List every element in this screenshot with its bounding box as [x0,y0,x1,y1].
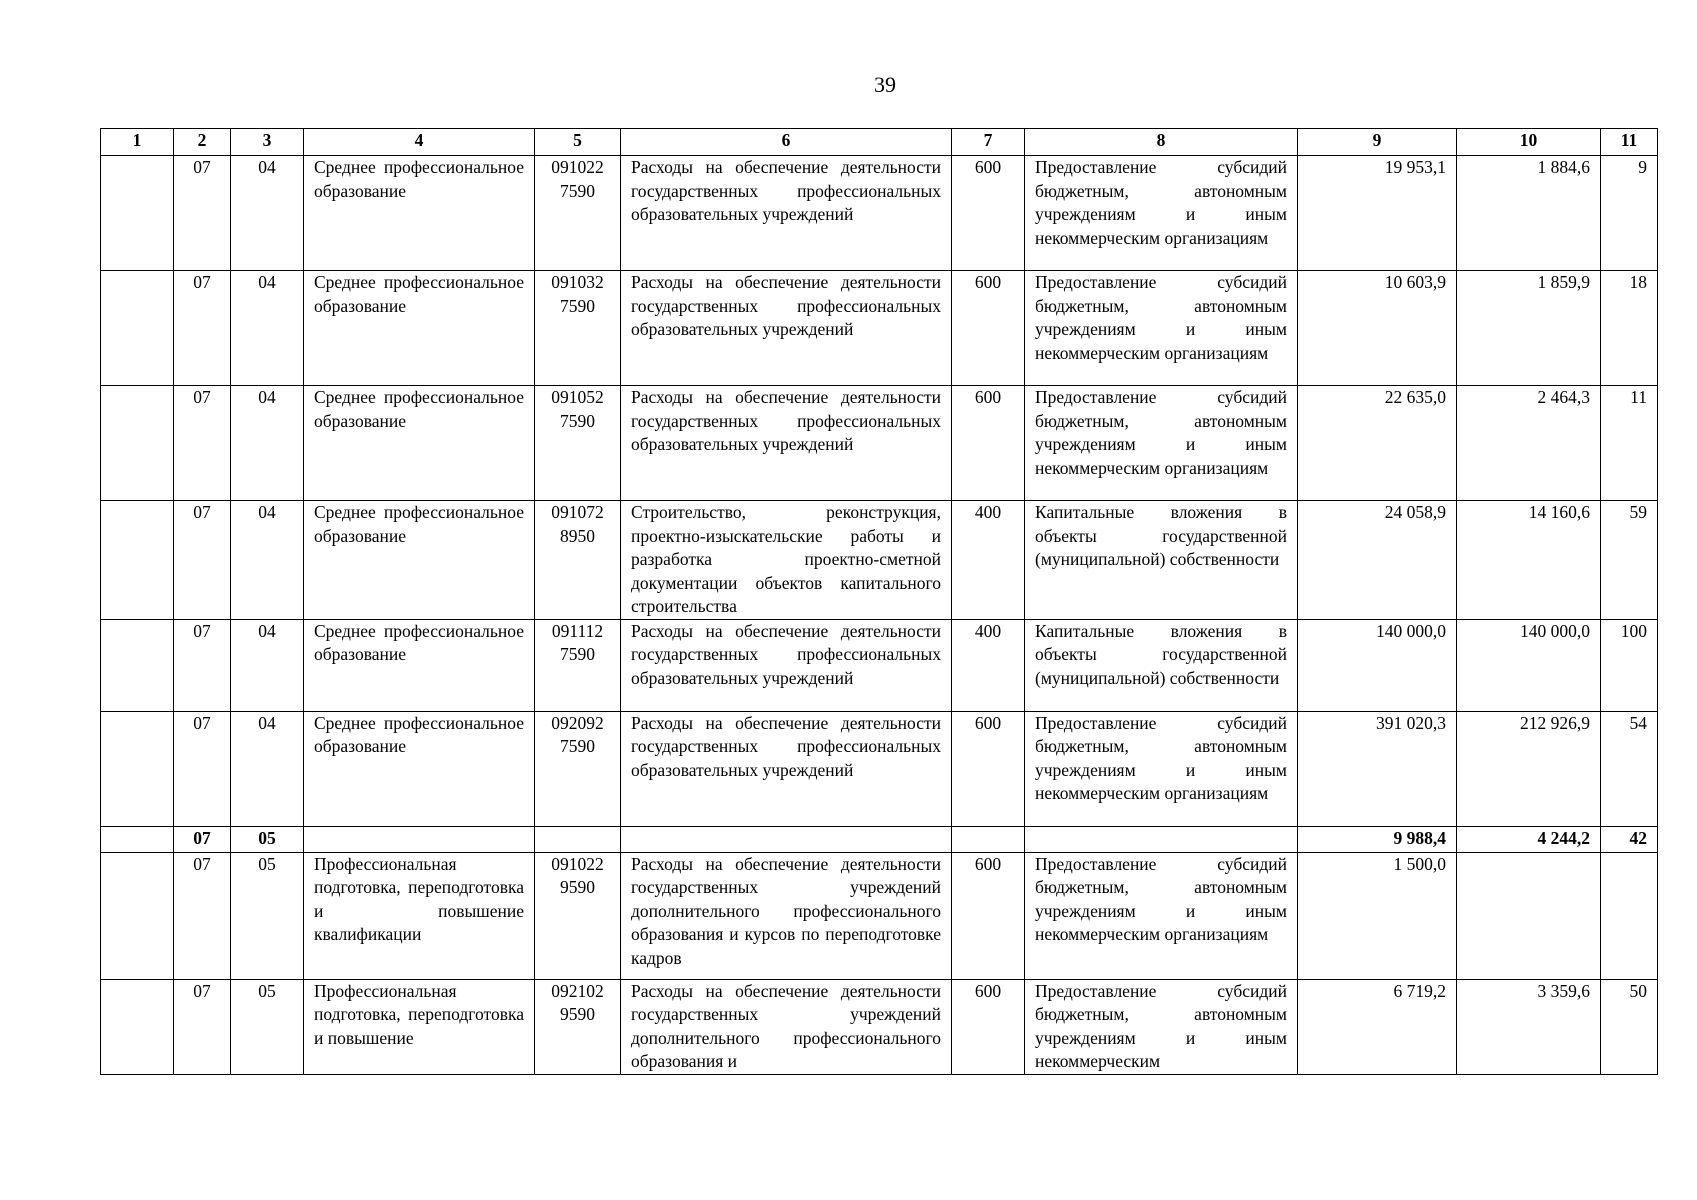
cell-subsection: 04 [231,619,304,711]
cell-subsection: 04 [231,386,304,501]
column-header: 3 [231,129,304,156]
cell-expense-type-name: Предоставление субсидий бюджетным, автономным учреждениям и иным некоммерческим организациям [1025,271,1298,386]
cell-target-name: Расходы на обеспечение деятельности государственных профессиональных образовательных учреждений [621,156,952,271]
header-row [101,129,1658,156]
cell-target-code: 091022 9590 [535,852,621,979]
cell-target-name: Расходы на обеспечение деятельности государственных профессиональных образовательных учреждений [621,711,952,826]
cell-expense-type [952,826,1025,852]
cell-expense-type: 600 [952,156,1025,271]
column-header: 9 [1298,129,1457,156]
column-header: 6 [621,129,952,156]
cell-section: 07 [174,386,231,501]
cell-empty [101,386,174,501]
cell-target-code: 092102 9590 [535,979,621,1074]
page-number: 39 [874,72,896,97]
table-row [101,619,1658,711]
table-row [101,852,1658,979]
cell-section-name: Среднее профессиональное образование [304,711,535,826]
cell-target-code: 091052 7590 [535,386,621,501]
cell-section: 07 [174,979,231,1074]
cell-subsection: 04 [231,501,304,620]
cell-plan-value: 391 020,3 [1298,711,1457,826]
cell-expense-type-name: Капитальные вложения в объекты государственной (муниципальной) собственности [1025,619,1298,711]
cell-percent: 100 [1601,619,1658,711]
cell-empty [101,979,174,1074]
cell-empty [101,271,174,386]
cell-section-name: Профессиональная подготовка, переподготовка и повышение квалификации [304,852,535,979]
cell-percent: 9 [1601,156,1658,271]
cell-empty [101,619,174,711]
cell-section: 07 [174,501,231,620]
cell-actual-value: 212 926,9 [1457,711,1601,826]
cell-expense-type: 400 [952,619,1025,711]
cell-target-code: 092092 7590 [535,711,621,826]
cell-expense-type-name: Предоставление субсидий бюджетным, автономным учреждениям и иным некоммерческим организациям [1025,156,1298,271]
table-row [101,271,1658,386]
cell-expense-type: 600 [952,852,1025,979]
cell-plan-value: 6 719,2 [1298,979,1457,1074]
cell-section-name: Среднее профессиональное образование [304,386,535,501]
cell-target-name [621,826,952,852]
cell-plan-value: 140 000,0 [1298,619,1457,711]
budget-table [100,128,1658,1075]
column-header: 1 [101,129,174,156]
cell-empty [101,156,174,271]
cell-expense-type-name: Предоставление субсидий бюджетным, автономным учреждениям и иным некоммерческим организациям [1025,386,1298,501]
cell-target-code: 091112 7590 [535,619,621,711]
cell-section: 07 [174,271,231,386]
table-row [101,979,1658,1074]
cell-empty [101,711,174,826]
cell-percent: 42 [1601,826,1658,852]
cell-section: 07 [174,826,231,852]
cell-expense-type-name: Предоставление субсидий бюджетным, автономным учреждениям и иным некоммерческим [1025,979,1298,1074]
cell-section-name: Среднее профессиональное образование [304,501,535,620]
cell-percent [1601,852,1658,979]
cell-section-name: Профессиональная подготовка, переподготовка и повышение [304,979,535,1074]
cell-percent: 18 [1601,271,1658,386]
cell-empty [101,501,174,620]
table-row [101,156,1658,271]
column-header: 10 [1457,129,1601,156]
cell-expense-type: 600 [952,386,1025,501]
column-header: 8 [1025,129,1298,156]
cell-plan-value: 9 988,4 [1298,826,1457,852]
cell-expense-type: 600 [952,979,1025,1074]
cell-section-name: Среднее профессиональное образование [304,271,535,386]
cell-plan-value: 10 603,9 [1298,271,1457,386]
cell-plan-value: 1 500,0 [1298,852,1457,979]
cell-actual-value: 1 884,6 [1457,156,1601,271]
cell-subsection: 05 [231,852,304,979]
cell-actual-value: 3 359,6 [1457,979,1601,1074]
cell-section: 07 [174,852,231,979]
cell-target-code: 091032 7590 [535,271,621,386]
cell-plan-value: 19 953,1 [1298,156,1457,271]
cell-percent: 11 [1601,386,1658,501]
cell-section-name [304,826,535,852]
cell-actual-value: 140 000,0 [1457,619,1601,711]
cell-target-code: 091022 7590 [535,156,621,271]
table-row [101,386,1658,501]
table-subtotal-row [101,826,1658,852]
table-row [101,711,1658,826]
cell-actual-value: 1 859,9 [1457,271,1601,386]
cell-section: 07 [174,711,231,826]
cell-subsection: 04 [231,271,304,386]
column-header: 11 [1601,129,1658,156]
cell-actual-value: 4 244,2 [1457,826,1601,852]
cell-percent: 59 [1601,501,1658,620]
cell-section-name: Среднее профессиональное образование [304,619,535,711]
cell-actual-value: 14 160,6 [1457,501,1601,620]
table-row [101,501,1658,620]
cell-plan-value: 22 635,0 [1298,386,1457,501]
cell-percent: 54 [1601,711,1658,826]
cell-target-code [535,826,621,852]
cell-expense-type-name: Капитальные вложения в объекты государственной (муниципальной) собственности [1025,501,1298,620]
cell-subsection: 04 [231,711,304,826]
cell-actual-value: 2 464,3 [1457,386,1601,501]
cell-target-name: Расходы на обеспечение деятельности государственных учреждений дополнительного профессионального образования и [621,979,952,1074]
cell-target-name: Расходы на обеспечение деятельности государственных профессиональных образовательных учреждений [621,271,952,386]
cell-expense-type: 400 [952,501,1025,620]
cell-expense-type-name: Предоставление субсидий бюджетным, автономным учреждениям и иным некоммерческим организациям [1025,852,1298,979]
cell-subsection: 05 [231,979,304,1074]
column-header: 4 [304,129,535,156]
cell-empty [101,852,174,979]
cell-percent: 50 [1601,979,1658,1074]
cell-target-name: Расходы на обеспечение деятельности государственных учреждений дополнительного профессионального образования и курсов по переподготовке кадров [621,852,952,979]
cell-target-code: 091072 8950 [535,501,621,620]
cell-section-name: Среднее профессиональное образование [304,156,535,271]
cell-target-name: Расходы на обеспечение деятельности государственных профессиональных образовательных учреждений [621,386,952,501]
cell-empty [101,826,174,852]
cell-subsection: 05 [231,826,304,852]
cell-target-name: Расходы на обеспечение деятельности государственных профессиональных образовательных учреждений [621,619,952,711]
cell-actual-value [1457,852,1601,979]
cell-target-name: Строительство, реконструкция, проектно-изыскательские работы и разработка проектно-сметной документации объектов капитального строительства [621,501,952,620]
cell-expense-type: 600 [952,271,1025,386]
cell-subsection: 04 [231,156,304,271]
cell-section: 07 [174,156,231,271]
cell-expense-type-name [1025,826,1298,852]
cell-expense-type-name: Предоставление субсидий бюджетным, автономным учреждениям и иным некоммерческим организациям [1025,711,1298,826]
column-header: 7 [952,129,1025,156]
column-header: 5 [535,129,621,156]
cell-expense-type: 600 [952,711,1025,826]
cell-plan-value: 24 058,9 [1298,501,1457,620]
column-header: 2 [174,129,231,156]
cell-section: 07 [174,619,231,711]
